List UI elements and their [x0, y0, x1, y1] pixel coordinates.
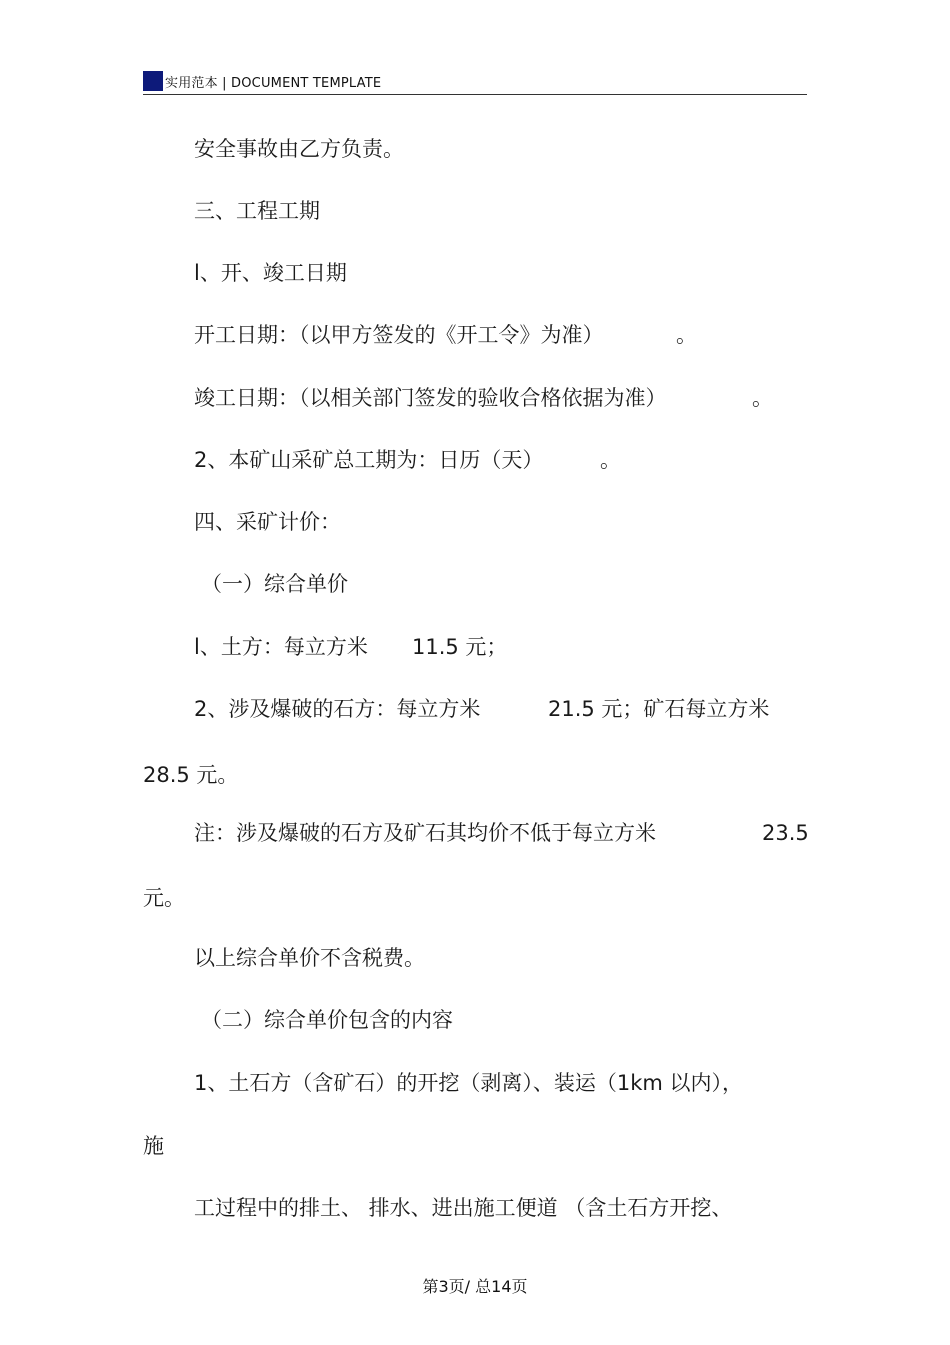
header-logo — [143, 71, 163, 91]
text-line: 开工日期：（以甲方签发的《开工令》为准） — [194, 323, 604, 347]
subsection-heading: （二）综合单价包含的内容 — [201, 1008, 453, 1032]
page-header — [143, 68, 807, 95]
text-fragment: 23.5 — [762, 821, 809, 845]
text-fragment: 11.5 元； — [412, 635, 508, 659]
text-line: 28.5 元。 — [143, 763, 239, 787]
text-line: 竣工日期：（以相关部门签发的验收合格依据为准） — [194, 386, 667, 410]
text-line: 2、涉及爆破的石方：每立方米 — [194, 697, 481, 721]
text-line: 工过程中的排土、 排水、进出施工便道 （含土石方开挖、 — [194, 1196, 733, 1220]
header-title: 实用范本 | DOCUMENT TEMPLATE — [165, 76, 382, 91]
text-fragment: 21.5 元；矿石每立方米 — [548, 697, 770, 721]
section-heading: 三、工程工期 — [194, 199, 320, 223]
subsection-heading: （一）综合单价 — [201, 572, 348, 596]
section-heading: 四、采矿计价： — [194, 510, 341, 534]
text-line: 2、本矿山采矿总工期为：日历（天） — [194, 448, 544, 472]
text-line: 安全事故由乙方负责。 — [194, 137, 404, 161]
text-line: 施 — [143, 1134, 164, 1158]
text-line: l、开、竣工日期 — [194, 261, 347, 285]
text-line: l、土方：每立方米 — [194, 635, 368, 659]
text-line: 以上综合单价不含税费。 — [194, 946, 425, 970]
text-fragment: 。 — [600, 448, 621, 472]
text-line: 元。 — [143, 886, 185, 910]
page-number: 第3页/ 总14页 — [422, 1277, 528, 1296]
text-line: 注：涉及爆破的石方及矿石其均价不低于每立方米 — [194, 821, 656, 845]
text-fragment: 。 — [676, 323, 697, 347]
text-line: 1、土石方（含矿石）的开挖（剥离）、装运（1km 以内）， — [194, 1071, 744, 1095]
text-fragment: 。 — [752, 386, 773, 410]
